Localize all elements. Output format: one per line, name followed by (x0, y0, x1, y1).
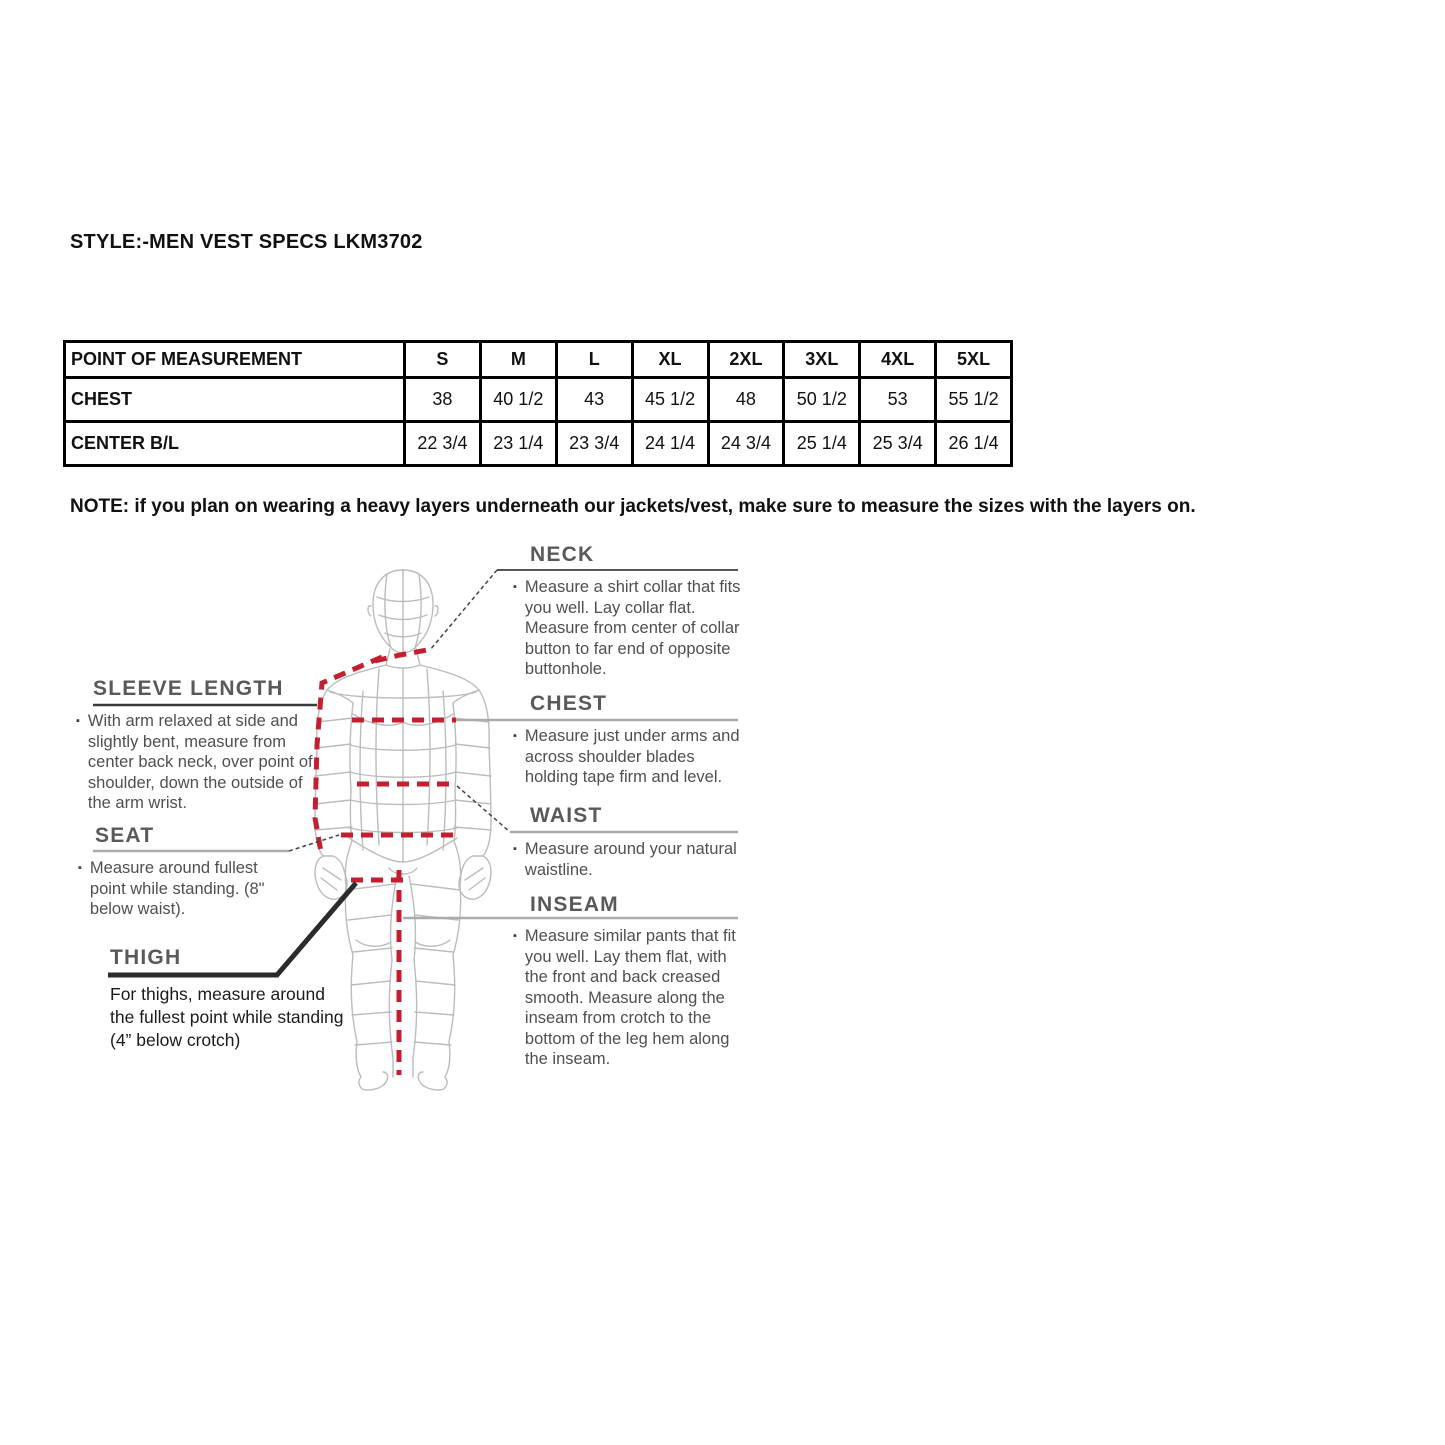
seat-description: Measure around fullest point while standing. (8" below waist). (89, 859, 265, 918)
column-header-point-of-measurement: POINT OF MEASUREMENT (65, 342, 405, 378)
sleeve-measure-line (315, 657, 382, 852)
table-cell: 25 1/4 (784, 422, 860, 466)
column-header-size: 4XL (860, 342, 936, 378)
sleeve-length-description: With arm relaxed at side and slightly bent, measure from center back neck, over point of shoulder, down the outside of the arm wrist. (87, 712, 313, 812)
waist-description: Measure around your natural waistline. (524, 840, 737, 879)
thigh-label: THIGH (110, 946, 182, 969)
bullet-icon: ▪ (513, 930, 517, 942)
table-header-row (65, 342, 1012, 378)
neck-leader-line (430, 570, 497, 650)
layering-note: NOTE: if you plan on wearing a heavy layers underneath our jackets/vest, make sure to measure the sizes with the layers on. (70, 496, 1196, 517)
chest-instruction (513, 726, 745, 788)
table-cell: 23 3/4 (556, 422, 632, 466)
bullet-icon: ▪ (513, 843, 517, 855)
table-cell: 50 1/2 (784, 378, 860, 422)
table-cell: 55 1/2 (936, 378, 1012, 422)
table-cell: 26 1/4 (936, 422, 1012, 466)
column-header-size: M (480, 342, 556, 378)
document-title: STYLE:-MEN VEST SPECS LKM3702 (70, 231, 423, 253)
thigh-instruction (110, 983, 350, 1052)
column-header-size: S (405, 342, 481, 378)
sleeve-length-label: SLEEVE LENGTH (93, 677, 284, 700)
bullet-icon: ▪ (76, 715, 80, 727)
waist-instruction (513, 839, 745, 880)
table-cell: 24 1/4 (632, 422, 708, 466)
seat-leader-line (289, 835, 339, 851)
row-label: CHEST (65, 378, 405, 422)
row-label: CENTER B/L (65, 422, 405, 466)
table-row-center-bl (65, 422, 1012, 466)
chest-label: CHEST (530, 692, 608, 715)
neck-description: Measure a shirt collar that fits you well. Lay collar flat. Measure from center of collar button to far end of opposite buttonhole. (524, 578, 741, 678)
table-cell: 40 1/2 (480, 378, 556, 422)
table-cell: 38 (405, 378, 481, 422)
column-header-size: 5XL (936, 342, 1012, 378)
neck-measure-line (375, 650, 427, 661)
table-cell: 22 3/4 (405, 422, 481, 466)
bullet-icon: ▪ (513, 581, 517, 593)
seat-instruction (78, 858, 283, 920)
inseam-label: INSEAM (530, 893, 619, 916)
column-header-size: L (556, 342, 632, 378)
column-header-size: XL (632, 342, 708, 378)
table-cell: 23 1/4 (480, 422, 556, 466)
waist-leader-line (457, 786, 510, 832)
size-chart-table (63, 340, 1013, 467)
table-row-chest (65, 378, 1012, 422)
table-cell: 24 3/4 (708, 422, 784, 466)
sleeve-length-instruction (76, 711, 318, 814)
table-cell: 53 (860, 378, 936, 422)
waist-label: WAIST (530, 804, 603, 827)
inseam-instruction (513, 926, 745, 1070)
table-cell: 45 1/2 (632, 378, 708, 422)
neck-instruction (513, 577, 745, 680)
neck-label: NECK (530, 543, 595, 566)
thigh-description: For thighs, measure around the fullest point while standing (4” below crotch) (110, 984, 344, 1050)
inseam-description: Measure similar pants that fit you well. Lay them flat, with the front and back creased smooth. Measure along the inseam from crotch to the bottom of the leg hem along the inseam. (524, 927, 736, 1068)
chest-description: Measure just under arms and across shoulder blades holding tape firm and level. (524, 727, 740, 786)
column-header-size: 2XL (708, 342, 784, 378)
seat-label: SEAT (95, 824, 155, 847)
bullet-icon: ▪ (78, 862, 82, 874)
table-cell: 25 3/4 (860, 422, 936, 466)
table-cell: 43 (556, 378, 632, 422)
bullet-icon: ▪ (513, 730, 517, 742)
column-header-size: 3XL (784, 342, 860, 378)
table-cell: 48 (708, 378, 784, 422)
